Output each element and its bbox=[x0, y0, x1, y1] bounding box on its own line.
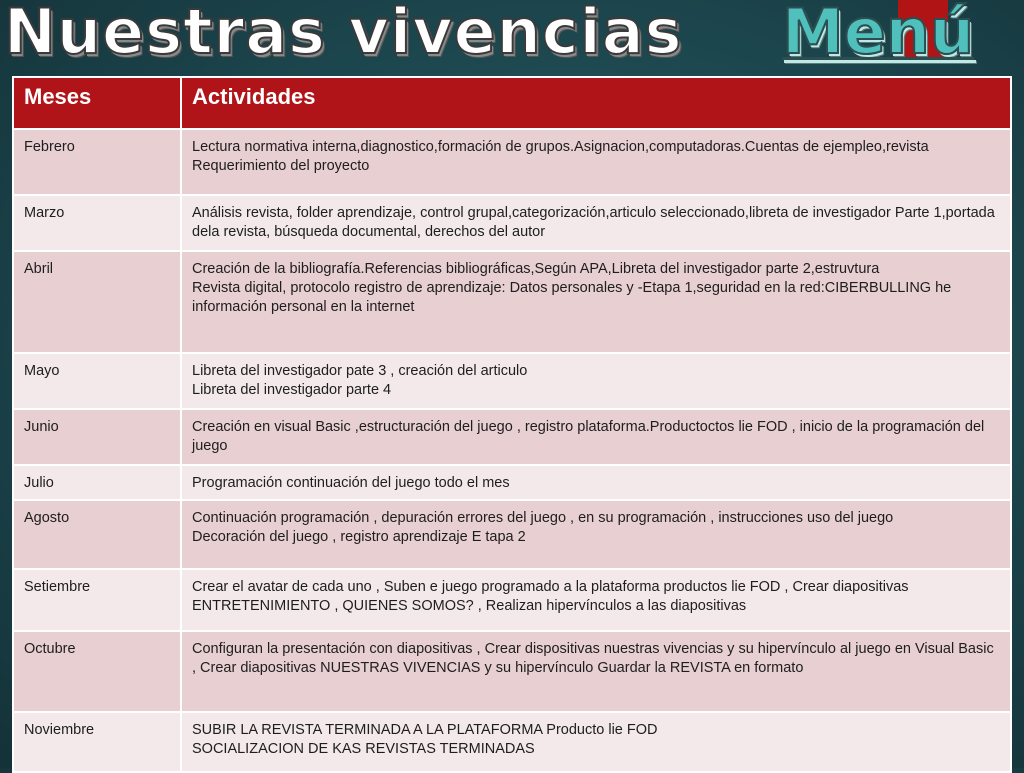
activity-text: Continuación programación , depuración errores del juego , en su programación , instrucciones uso del juego bbox=[192, 510, 894, 526]
header-activities: Actividades bbox=[181, 77, 1011, 129]
table-row bbox=[13, 569, 1011, 631]
activity-text: Decoración del juego , registro aprendizaje E tapa 2 bbox=[192, 529, 526, 545]
schedule-table bbox=[12, 76, 1012, 773]
activities-cell bbox=[181, 500, 1011, 569]
table-row bbox=[13, 500, 1011, 569]
table-row bbox=[13, 129, 1011, 195]
activity-text: SUBIR LA REVISTA TERMINADA A LA PLATAFORMA Producto lie FOD bbox=[192, 722, 658, 738]
activities-cell bbox=[181, 569, 1011, 631]
table-row bbox=[13, 251, 1011, 353]
activities-cell bbox=[181, 465, 1011, 500]
month-cell: Octubre bbox=[13, 631, 181, 712]
table-row bbox=[13, 465, 1011, 500]
activity-text: Libreta del investigador pate 3 , creación del articulo bbox=[192, 363, 528, 379]
month-cell: Setiembre bbox=[13, 569, 181, 631]
activity-text: Revista digital, protocolo registro de aprendizaje: Datos personales y -Etapa 1,seguridad en la red:CIBERBULLING he información personal en la internet bbox=[192, 280, 952, 315]
table-row bbox=[13, 631, 1011, 712]
activity-text: Lectura normativa interna,diagnostico,formación de grupos.Asignacion,computadoras.Cuentas de ejempleo,revista Requerimiento del proyecto bbox=[192, 139, 929, 174]
activities-cell bbox=[181, 712, 1011, 772]
activity-text: Creación de la bibliografía.Referencias bibliográficas,Según APA,Libreta del investigador parte 2,estruvtura bbox=[192, 261, 880, 277]
month-cell: Agosto bbox=[13, 500, 181, 569]
month-cell: Julio bbox=[13, 465, 181, 500]
table-row bbox=[13, 195, 1011, 251]
month-cell: Noviembre bbox=[13, 712, 181, 772]
table-header-row bbox=[13, 77, 1011, 129]
activities-cell bbox=[181, 129, 1011, 195]
activities-cell bbox=[181, 353, 1011, 409]
table-row bbox=[13, 409, 1011, 465]
activities-cell bbox=[181, 631, 1011, 712]
activity-text: Libreta del investigador parte 4 bbox=[192, 382, 392, 398]
activity-text: Creación en visual Basic ,estructuración del juego , registro plataforma.Productoctos lie FOD , inicio de la programación del juego bbox=[192, 419, 985, 454]
activity-text: Análisis revista, folder aprendizaje, control grupal,categorización,articulo seleccionado,libreta de investigador Parte 1,portada dela revista, búsqueda documental, derechos del autor bbox=[192, 205, 995, 240]
activities-cell bbox=[181, 195, 1011, 251]
month-cell: Mayo bbox=[13, 353, 181, 409]
table-row bbox=[13, 712, 1011, 772]
page-title: Nuestras vivencias bbox=[4, 0, 683, 68]
menu-link[interactable]: Menú bbox=[782, 0, 975, 68]
activities-cell bbox=[181, 251, 1011, 353]
activity-text: SOCIALIZACION DE KAS REVISTAS TERMINADAS bbox=[192, 741, 535, 757]
month-cell: Marzo bbox=[13, 195, 181, 251]
activity-text: Configuran la presentación con diapositivas , Crear dispositivas nuestras vivencias y su hipervínculo al juego en Visual Basic , Crear diapositivas NUESTRAS VIVENCIAS y su hipervínculo Guardar la REVISTA en formato bbox=[192, 641, 994, 676]
month-cell: Junio bbox=[13, 409, 181, 465]
table-row bbox=[13, 353, 1011, 409]
month-cell: Abril bbox=[13, 251, 181, 353]
month-cell: Febrero bbox=[13, 129, 181, 195]
activity-text: Crear el avatar de cada uno , Suben e juego programado a la plataforma productos lie FOD , Crear diapositivas ENTRETENIMIENTO , QUIENES SOMOS? , Realizan hipervínculos a las diapositivas bbox=[192, 579, 909, 614]
header-month: Meses bbox=[13, 77, 181, 129]
activity-text: Programación continuación del juego todo el mes bbox=[192, 475, 510, 491]
activities-cell bbox=[181, 409, 1011, 465]
